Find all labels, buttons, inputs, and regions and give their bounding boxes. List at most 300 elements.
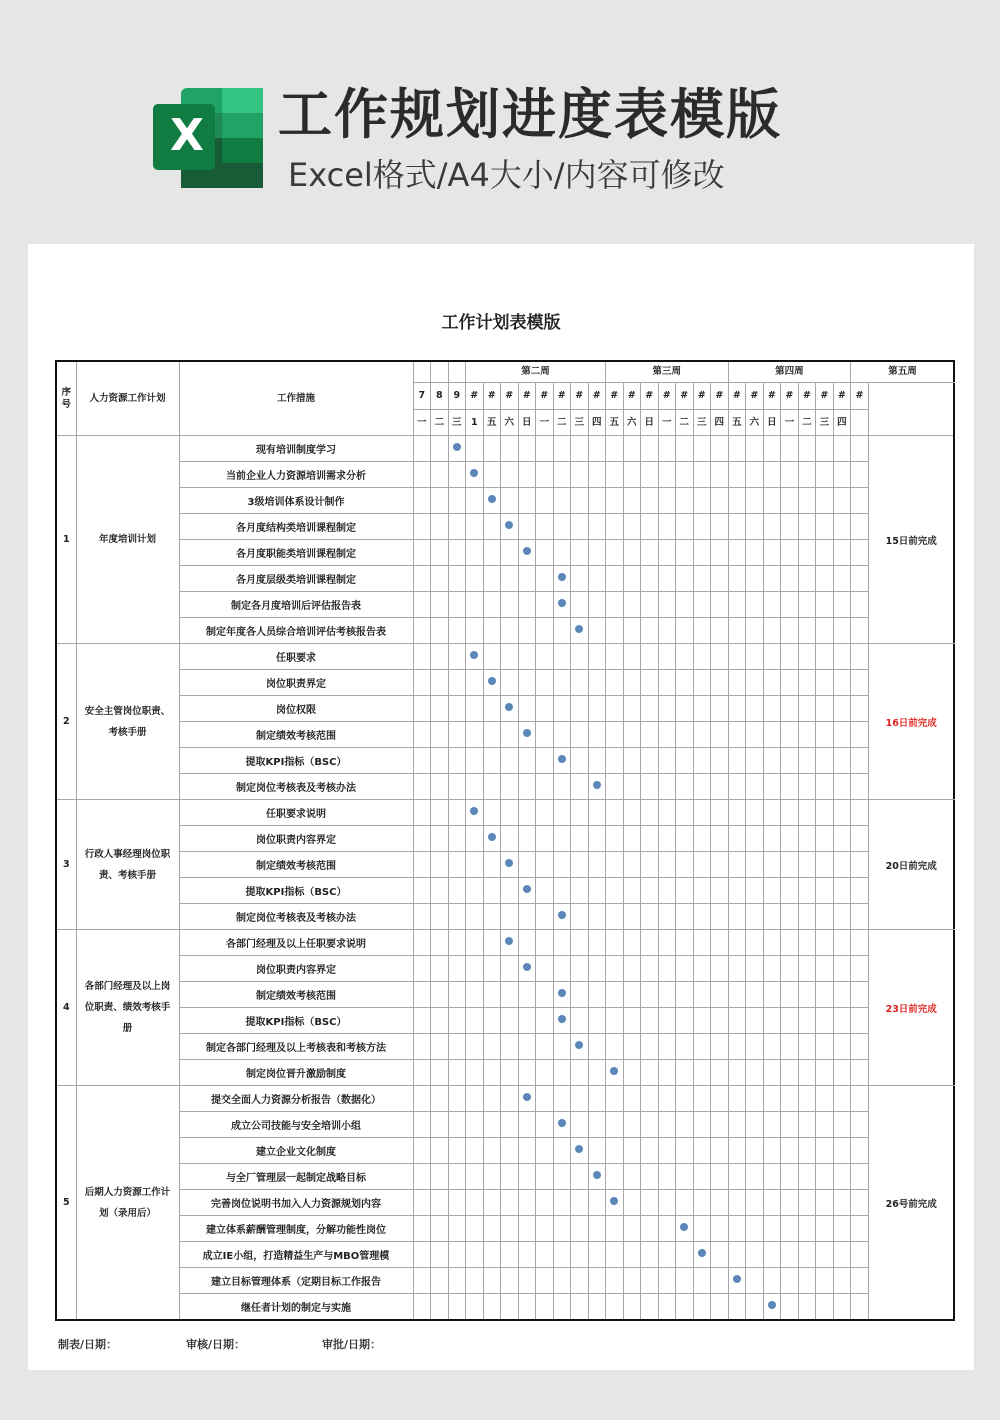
schedule-cell <box>466 982 484 1008</box>
schedule-cell <box>641 1112 659 1138</box>
schedule-cell <box>798 722 816 748</box>
schedule-cell <box>658 540 676 566</box>
schedule-cell <box>431 956 449 982</box>
table-row <box>56 696 954 722</box>
schedule-cell <box>623 462 641 488</box>
task-name: 制定岗位晋升激励制度 <box>179 1060 413 1086</box>
schedule-cell <box>693 436 711 462</box>
schedule-cell <box>448 852 466 878</box>
schedule-cell <box>641 1138 659 1164</box>
schedule-cell <box>536 852 554 878</box>
schedule-cell <box>588 618 606 644</box>
schedule-cell <box>571 1242 589 1268</box>
schedule-cell <box>781 1294 799 1321</box>
schedule-cell <box>798 1138 816 1164</box>
table-row <box>56 956 954 982</box>
schedule-cell <box>553 1190 571 1216</box>
group-plan: 后期人力资源工作计划（录用后） <box>76 1086 179 1321</box>
header-week-blank <box>413 361 431 383</box>
schedule-cell <box>571 514 589 540</box>
schedule-cell <box>676 1242 694 1268</box>
schedule-cell <box>711 852 729 878</box>
schedule-cell <box>448 670 466 696</box>
table-row <box>56 514 954 540</box>
header-weekday: 二 <box>553 410 571 436</box>
schedule-cell <box>553 540 571 566</box>
header-date: 8 <box>431 383 449 410</box>
schedule-cell <box>676 462 694 488</box>
schedule-cell <box>571 1060 589 1086</box>
progress-dot <box>593 781 601 789</box>
schedule-cell <box>483 774 501 800</box>
schedule-cell <box>676 1216 694 1242</box>
table-row <box>56 488 954 514</box>
schedule-cell <box>466 1112 484 1138</box>
schedule-cell <box>623 1086 641 1112</box>
schedule-cell <box>676 1164 694 1190</box>
schedule-cell <box>693 956 711 982</box>
schedule-cell <box>606 930 624 956</box>
schedule-cell <box>518 722 536 748</box>
schedule-cell <box>711 670 729 696</box>
schedule-cell <box>536 878 554 904</box>
schedule-cell <box>641 462 659 488</box>
schedule-cell <box>501 1086 519 1112</box>
schedule-cell <box>518 1268 536 1294</box>
table-row <box>56 566 954 592</box>
schedule-cell <box>571 1164 589 1190</box>
schedule-cell <box>781 982 799 1008</box>
schedule-cell <box>693 644 711 670</box>
schedule-cell <box>571 566 589 592</box>
schedule-cell <box>553 800 571 826</box>
schedule-cell <box>501 956 519 982</box>
schedule-cell <box>676 618 694 644</box>
schedule-cell <box>483 618 501 644</box>
schedule-cell <box>816 1268 834 1294</box>
schedule-cell <box>623 1112 641 1138</box>
schedule-cell <box>413 1216 431 1242</box>
schedule-cell <box>623 1216 641 1242</box>
progress-dot <box>523 729 531 737</box>
header-date: # <box>711 383 729 410</box>
schedule-cell <box>763 1190 781 1216</box>
schedule-cell <box>728 1034 746 1060</box>
schedule-cell <box>483 670 501 696</box>
table-row <box>56 774 954 800</box>
schedule-cell <box>413 1190 431 1216</box>
schedule-cell <box>851 748 869 774</box>
schedule-cell <box>693 670 711 696</box>
task-name: 建立企业文化制度 <box>179 1138 413 1164</box>
table-row <box>56 1138 954 1164</box>
schedule-cell <box>711 878 729 904</box>
schedule-cell <box>588 1216 606 1242</box>
schedule-cell <box>693 1164 711 1190</box>
schedule-cell <box>728 748 746 774</box>
schedule-cell <box>676 800 694 826</box>
header-weekday: 二 <box>431 410 449 436</box>
schedule-cell <box>816 852 834 878</box>
schedule-cell <box>816 1034 834 1060</box>
schedule-cell <box>623 644 641 670</box>
schedule-cell <box>728 1268 746 1294</box>
schedule-cell <box>413 462 431 488</box>
table-row <box>56 670 954 696</box>
schedule-cell <box>798 514 816 540</box>
schedule-cell <box>588 982 606 1008</box>
progress-dot <box>733 1275 741 1283</box>
schedule-cell <box>728 956 746 982</box>
schedule-cell <box>798 904 816 930</box>
schedule-cell <box>571 1138 589 1164</box>
schedule-cell <box>483 566 501 592</box>
schedule-cell <box>658 1190 676 1216</box>
schedule-cell <box>711 982 729 1008</box>
task-name: 制定年度各人员综合培训评估考核报告表 <box>179 618 413 644</box>
schedule-cell <box>711 930 729 956</box>
schedule-cell <box>641 566 659 592</box>
schedule-cell <box>641 488 659 514</box>
schedule-cell <box>536 618 554 644</box>
schedule-cell <box>851 670 869 696</box>
schedule-cell <box>781 1008 799 1034</box>
schedule-cell <box>781 956 799 982</box>
schedule-cell <box>606 566 624 592</box>
schedule-cell <box>553 696 571 722</box>
header-week-blank <box>431 361 449 383</box>
schedule-cell <box>518 1216 536 1242</box>
schedule-cell <box>448 1060 466 1086</box>
schedule-cell <box>483 1190 501 1216</box>
schedule-cell <box>501 1294 519 1321</box>
schedule-cell <box>816 1060 834 1086</box>
header-weekday: 四 <box>833 410 851 436</box>
schedule-cell <box>728 488 746 514</box>
schedule-cell <box>798 878 816 904</box>
progress-dot <box>558 989 566 997</box>
banner-title: 工作规划进度表模版 <box>278 83 782 146</box>
schedule-cell <box>711 1034 729 1060</box>
schedule-cell <box>833 1268 851 1294</box>
schedule-cell <box>536 1164 554 1190</box>
schedule-cell <box>606 436 624 462</box>
schedule-cell <box>658 878 676 904</box>
header-weekday: 三 <box>571 410 589 436</box>
header-date: 7 <box>413 383 431 410</box>
schedule-cell <box>676 826 694 852</box>
schedule-cell <box>553 514 571 540</box>
schedule-cell <box>553 930 571 956</box>
schedule-cell <box>711 1164 729 1190</box>
table-row <box>56 540 954 566</box>
schedule-cell <box>518 644 536 670</box>
schedule-cell <box>746 904 764 930</box>
schedule-cell <box>536 1008 554 1034</box>
schedule-cell <box>816 774 834 800</box>
header-date: # <box>483 383 501 410</box>
schedule-cell <box>518 1294 536 1321</box>
schedule-cell <box>728 774 746 800</box>
progress-dot <box>558 1119 566 1127</box>
schedule-cell <box>431 722 449 748</box>
schedule-cell <box>413 670 431 696</box>
schedule-cell <box>746 852 764 878</box>
schedule-cell <box>746 1216 764 1242</box>
schedule-cell <box>501 1164 519 1190</box>
schedule-cell <box>711 644 729 670</box>
schedule-cell <box>711 1242 729 1268</box>
schedule-cell <box>518 982 536 1008</box>
progress-dot <box>575 1041 583 1049</box>
schedule-cell <box>798 1216 816 1242</box>
schedule-cell <box>536 592 554 618</box>
schedule-cell <box>553 1164 571 1190</box>
schedule-cell <box>833 488 851 514</box>
header-weekday: 日 <box>763 410 781 436</box>
schedule-cell <box>623 1242 641 1268</box>
schedule-cell <box>728 852 746 878</box>
schedule-cell <box>413 1008 431 1034</box>
schedule-cell <box>501 748 519 774</box>
header-week: 第三周 <box>606 361 729 383</box>
schedule-cell <box>483 436 501 462</box>
schedule-cell <box>851 540 869 566</box>
schedule-cell <box>676 670 694 696</box>
schedule-cell <box>641 1294 659 1321</box>
schedule-cell <box>623 956 641 982</box>
schedule-cell <box>693 878 711 904</box>
schedule-cell <box>623 1268 641 1294</box>
schedule-cell <box>641 436 659 462</box>
header-weekday: 三 <box>448 410 466 436</box>
schedule-cell <box>728 826 746 852</box>
schedule-cell <box>588 1086 606 1112</box>
schedule-cell <box>746 670 764 696</box>
header-date: 9 <box>448 383 466 410</box>
schedule-cell <box>623 826 641 852</box>
header-weekday: 一 <box>658 410 676 436</box>
schedule-cell <box>466 618 484 644</box>
schedule-cell <box>553 748 571 774</box>
progress-dot <box>680 1223 688 1231</box>
plan-table <box>55 360 955 1321</box>
group-plan: 年度培训计划 <box>76 436 179 644</box>
schedule-cell <box>501 930 519 956</box>
schedule-cell <box>833 1294 851 1321</box>
schedule-cell <box>833 618 851 644</box>
schedule-cell <box>763 592 781 618</box>
schedule-cell <box>623 800 641 826</box>
schedule-cell <box>606 696 624 722</box>
schedule-cell <box>466 956 484 982</box>
schedule-cell <box>816 722 834 748</box>
progress-dot <box>505 859 513 867</box>
schedule-cell <box>448 514 466 540</box>
schedule-cell <box>641 696 659 722</box>
schedule-cell <box>658 748 676 774</box>
header-weekday: 三 <box>816 410 834 436</box>
table-row <box>56 1112 954 1138</box>
schedule-cell <box>641 722 659 748</box>
schedule-cell <box>816 982 834 1008</box>
schedule-cell <box>798 852 816 878</box>
schedule-cell <box>693 722 711 748</box>
schedule-cell <box>571 1034 589 1060</box>
schedule-cell <box>588 1242 606 1268</box>
schedule-cell <box>781 878 799 904</box>
schedule-cell <box>763 540 781 566</box>
schedule-cell <box>798 618 816 644</box>
schedule-cell <box>413 514 431 540</box>
progress-dot <box>470 469 478 477</box>
schedule-cell <box>518 826 536 852</box>
task-name: 岗位权限 <box>179 696 413 722</box>
schedule-cell <box>501 462 519 488</box>
progress-dot <box>505 937 513 945</box>
schedule-cell <box>518 878 536 904</box>
schedule-cell <box>483 1268 501 1294</box>
schedule-cell <box>448 1034 466 1060</box>
schedule-cell <box>711 1190 729 1216</box>
schedule-cell <box>448 592 466 618</box>
schedule-cell <box>413 1294 431 1321</box>
schedule-cell <box>833 878 851 904</box>
schedule-cell <box>553 878 571 904</box>
schedule-cell <box>798 1034 816 1060</box>
schedule-cell <box>466 696 484 722</box>
schedule-cell <box>763 618 781 644</box>
schedule-cell <box>413 1164 431 1190</box>
schedule-cell <box>466 1268 484 1294</box>
schedule-cell <box>501 1216 519 1242</box>
schedule-cell <box>553 462 571 488</box>
schedule-cell <box>658 488 676 514</box>
schedule-cell <box>606 904 624 930</box>
schedule-cell <box>746 644 764 670</box>
schedule-cell <box>466 1216 484 1242</box>
schedule-cell <box>641 1190 659 1216</box>
progress-dot <box>575 1145 583 1153</box>
schedule-cell <box>833 644 851 670</box>
schedule-cell <box>448 1294 466 1321</box>
schedule-cell <box>518 774 536 800</box>
schedule-cell <box>448 566 466 592</box>
schedule-cell <box>553 1268 571 1294</box>
schedule-cell <box>501 1112 519 1138</box>
schedule-cell <box>816 1086 834 1112</box>
schedule-cell <box>658 982 676 1008</box>
schedule-cell <box>851 696 869 722</box>
schedule-cell <box>816 1294 834 1321</box>
schedule-cell <box>781 774 799 800</box>
schedule-cell <box>781 618 799 644</box>
schedule-cell <box>623 1138 641 1164</box>
schedule-cell <box>851 1216 869 1242</box>
schedule-cell <box>623 1008 641 1034</box>
schedule-cell <box>448 1190 466 1216</box>
schedule-cell <box>606 1190 624 1216</box>
schedule-cell <box>588 904 606 930</box>
schedule-cell <box>851 592 869 618</box>
schedule-cell <box>606 722 624 748</box>
schedule-cell <box>798 748 816 774</box>
schedule-cell <box>676 748 694 774</box>
schedule-cell <box>746 540 764 566</box>
schedule-cell <box>518 462 536 488</box>
schedule-cell <box>781 1190 799 1216</box>
schedule-cell <box>763 1060 781 1086</box>
schedule-cell <box>833 462 851 488</box>
schedule-cell <box>501 982 519 1008</box>
schedule-cell <box>501 566 519 592</box>
schedule-cell <box>518 1034 536 1060</box>
schedule-cell <box>448 800 466 826</box>
task-name: 岗位职责界定 <box>179 670 413 696</box>
schedule-cell <box>483 592 501 618</box>
schedule-cell <box>588 748 606 774</box>
schedule-cell <box>483 1294 501 1321</box>
progress-dot <box>523 547 531 555</box>
header-date: # <box>693 383 711 410</box>
schedule-cell <box>798 1294 816 1321</box>
header-date: # <box>641 383 659 410</box>
table-row <box>56 1190 954 1216</box>
schedule-cell <box>571 1190 589 1216</box>
schedule-cell <box>693 1138 711 1164</box>
schedule-cell <box>466 540 484 566</box>
schedule-cell <box>501 592 519 618</box>
schedule-cell <box>536 670 554 696</box>
schedule-cell <box>466 1190 484 1216</box>
schedule-cell <box>693 1008 711 1034</box>
schedule-cell <box>606 1164 624 1190</box>
schedule-cell <box>606 956 624 982</box>
schedule-cell <box>571 1112 589 1138</box>
task-name: 现有培训制度学习 <box>179 436 413 462</box>
schedule-cell <box>816 462 834 488</box>
schedule-cell <box>746 800 764 826</box>
schedule-cell <box>501 774 519 800</box>
schedule-cell <box>571 748 589 774</box>
schedule-cell <box>816 540 834 566</box>
schedule-cell <box>448 644 466 670</box>
schedule-cell <box>676 852 694 878</box>
schedule-cell <box>658 1294 676 1321</box>
schedule-cell <box>483 878 501 904</box>
schedule-cell <box>851 514 869 540</box>
footer-checked-by: 审核/日期： <box>186 1338 246 1351</box>
schedule-cell <box>851 1190 869 1216</box>
schedule-cell <box>431 852 449 878</box>
table-row <box>56 462 954 488</box>
schedule-cell <box>413 644 431 670</box>
schedule-cell <box>483 462 501 488</box>
schedule-cell <box>833 540 851 566</box>
schedule-cell <box>781 462 799 488</box>
schedule-cell <box>693 774 711 800</box>
schedule-cell <box>728 566 746 592</box>
schedule-cell <box>431 1242 449 1268</box>
schedule-cell <box>536 800 554 826</box>
header-seq: 序号 <box>56 361 76 436</box>
schedule-cell <box>833 800 851 826</box>
schedule-cell <box>588 644 606 670</box>
schedule-cell <box>588 462 606 488</box>
schedule-cell <box>466 852 484 878</box>
schedule-cell <box>431 774 449 800</box>
schedule-cell <box>623 436 641 462</box>
